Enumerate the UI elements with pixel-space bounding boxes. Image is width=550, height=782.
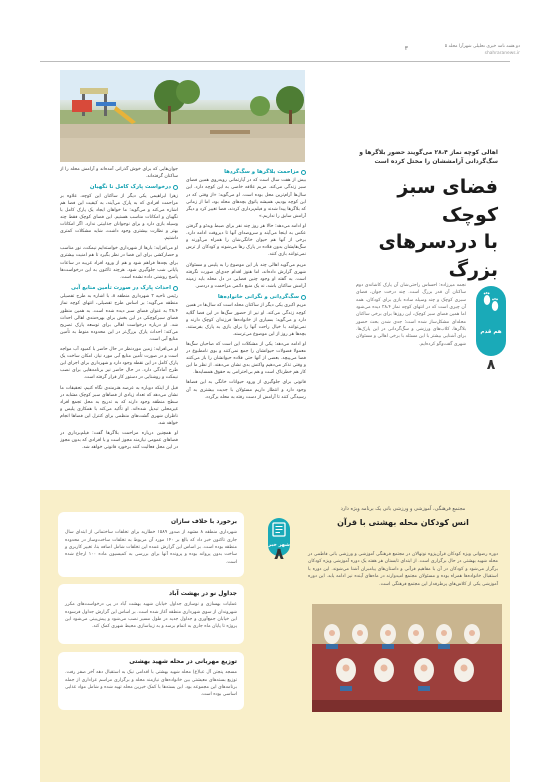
bullet-circle-icon xyxy=(301,295,306,300)
news-number: ۸ xyxy=(274,544,284,563)
feature-title: انس کودکان محله بهشتی با قرآن xyxy=(337,517,469,527)
page-number: ۳ xyxy=(404,45,408,52)
section-heading-park-construction: احداث پارک در صورت تأمین منابع آبی xyxy=(60,284,178,292)
article-paragraph: او می‌افزاید: بارها از شهرداری خواسته‌ایم نیمکت، نور مناسب و حصارکشی برای این فضا در نظر بگیرد تا هم امنیت بیشتری برای بچه‌ها فراهم شود و هم از ورود افراد غریبه در ساعات پایانی شب جلوگیری شود. هرچند تاکنون به این درخواست‌ها پاسخ روشنی داده نشده است. xyxy=(60,246,178,280)
section-heading-dog-walking: سگ‌گردانی و نگرانی خانواده‌ها xyxy=(186,293,306,301)
lead-paragraph: نجمه میرزاده: احساس راحتی‌شان آن پارک کاشانه‌ی دوم ساکنان آن قدر بزرگ است. چند درخت جوان، فضای سبزی کوچک و چند وسیله ساده بازی برای کودکان، همه آن چیزی است که در انتهای کوچه نماز ۲۸،۴ دیده می‌شود اما همین فضای سبز کوچک، این روزها برای برخی ساکنان محله‌ای مشکل‌ساز شده است؛ جدی شدن بحث حضور بلاگرها، کلاب‌های ورزشی و سگ‌گردانی در این پارک‌ها. برای آشنایی بیشتر با این مسئله با برخی اهالی و مسئولان شهری گفت‌وگو کرده‌ایم. xyxy=(356,283,466,347)
section-badge xyxy=(476,286,506,356)
page-header xyxy=(40,44,520,60)
article-paragraph: او می‌افزاید: زمین موردنظر در حال حاضر با کمبود آب مواجه است و در صورت تأمین منابع آبی مورد نیاز، امکان ساخت یک پارک کامل در این نقطه وجود دارد و شهرداری برای اجرای این طرح آمادگی دارد. در حال حاضر نیز برنامه‌هایی برای نصب نیمکت و روشنایی در دستور کار قرار گرفته است. xyxy=(60,347,178,381)
article-paragraph: او همچنین درباره مزاحمت بلاگرها گفت: فیلم‌برداری در فضاهای عمومی نیازمند مجوز است و با افرادی که بدون مجوز در این محل فعالیت کنند برخورد قانونی خواهد شد. xyxy=(60,431,178,451)
classroom-illustration xyxy=(312,604,502,712)
article-paragraph: او ادامه می‌دهد: حالا هر روز چند نفر برای ضبط ویدئو و گرفتن عکس به اینجا می‌آیند و سروصدای آنها تا دیروقت ادامه دارد. برخی از آنها هم حیوان خانگی‌شان را همراه می‌آورند و سگ‌هایشان بدون قلاده در پارک رها می‌شوند و کودکان از ترس نمی‌توانند بازی کنند. xyxy=(186,224,306,258)
feature-text: دوره رضوانی ویژه کودکان قرآن‌پژوه نونهالان در مجتمع فرهنگی آموزشی و ورزشی بانی فاطمی در محله شهید بهشتی در حال برگزاری است. از ابتدای تابستان هر هفته یک دوره آموزشی ویژه کودکان برگزار می‌شود و کودکان در آن با مفاهیم قرآنی و داستان‌های پیامبران آشنا می‌شوند. این دوره با استقبال خانواده‌ها همراه بوده و مسئولان مجتمع امیدوارند در ماه‌های آینده نیز ادامه یابد. این دوره آموزشی یکی از کلاس‌های پرطرفدار این مجتمع فرهنگی است. xyxy=(308,552,498,587)
footsteps-icon xyxy=(476,286,506,326)
headline-kicker: اهالی کوچه نماز ۲۸،۴ می‌گویند حضور بلاگرها و سگ‌گردانی آرامششان را مختل کرده است xyxy=(359,149,498,165)
news-text: مسجد پنجتن آل عبا(ع) محله شهید بهشتی با اقدامی نیک به استقبال دهه آخر صفر رفت. توزیع بسته‌های معیشتی بین خانواده‌های نیازمند محله و برگزاری مراسم عزاداری از جمله برنامه‌های این مجموعه بود. این بسته‌ها با کمک خیرین محله تهیه شده و شامل مواد غذایی اساسی بوده است. xyxy=(65,670,237,698)
article-paragraph: قبل از اینکه دوباره به عرصه هنرمندی نگاه کنیم، تحقیقات ما نشان می‌دهد که تعداد زیادی از فضاهای سبز کوچک مشابه در سطح منطقه وجود دارند که به تدریج به محل تجمع افراد غیرمحلی تبدیل شده‌اند. او تأکید می‌کند با همکاری پلیس و ناظران شهری گشت‌های منظمی برای کنترل این فضاها انجام خواهد شد. xyxy=(60,385,178,427)
article-paragraph: جوان‌هایی که برای خوش گذرانی آمده‌اند و آرامش محله را از ساکنان گرفته‌اند. xyxy=(60,167,178,180)
bullet-circle-icon xyxy=(301,170,306,175)
news-title: برخورد با خلاف سازان xyxy=(170,518,237,525)
section-heading-bloggers: مزاحمت بلاگرها و سگ‌گردها xyxy=(186,168,306,176)
bullet-circle-icon xyxy=(173,185,178,190)
article-paragraph: مریم می‌گوید اهالی چند بار این موضوع را به پلیس و مسئولان شهری گزارش داده‌اند، اما هنوز اقدام جدی‌ای صورت نگرفته است. به گفته او وجود چنین فضایی در دل محله باید زمینه آرامش ساکنان باشد، نه یک منبع دائمی مزاحمت و دردسر. xyxy=(186,262,306,289)
article-column-left xyxy=(60,166,178,466)
news-text: عملیات بهسازی و نوسازی جداول خیابان شهید بهشت آباد در پی درخواست‌های مکرر شهروندان از سوی شهرداری منطقه آغاز شده است. بر اساس این گزارش جداول فرسوده این خیابان جمع‌آوری و جداول جدید در طول مسیر نصب می‌شود و پیش‌بینی می‌شود این پروژه تا پایان ماه جاری به اتمام برسد و به زیباسازی محیط شهری کمک کند. xyxy=(65,602,237,630)
news-text: شهرداری منطقه ۸ مشهد از صدور ۱۵۸۹ خطاریه برای تخلفات ساختمانی از ابتدای سال جاری تاکنون خبر داد که بالغ بر ۱۴۰ مورد آن مربوط به تخلفات ساخت‌وساز در محدوده منطقه بوده است. بر اساس این گزارش عمده این تخلفات شامل اضافه بنا، تغییر کاربری و ساخت بدون پروانه بوده و پرونده آنها برای بررسی به کمیسیون ماده ۱۰۰ ارجاع شده است. xyxy=(65,530,238,565)
park-photo-illustration xyxy=(60,70,305,162)
site-url: shahraranews.ir xyxy=(484,51,520,56)
article-paragraph: مریم اکبری یکی دیگر از ساکنان محله است که سال‌ها در همین کوچه زندگی می‌کند. او نیز از حضور سگ‌ها در این فضا گلایه دارد و می‌گوید: بسیاری از خانواده‌ها فرزندان کوچک دارند و نمی‌توانند با خیال راحت آنها را برای بازی به پارک بفرستند. بچه‌ها هر روز از این موضوع می‌ترسند. xyxy=(186,303,306,337)
section-heading-park-request: درخواست پارک کامل نا نگهبان xyxy=(60,183,178,191)
bullet-circle-icon xyxy=(173,286,178,291)
main-title: فضای سبز کوچک با دردسرهای بزرگ xyxy=(378,176,498,281)
quran-class-photo xyxy=(312,604,502,712)
article-column-middle xyxy=(186,166,306,466)
news-title: جداول نو در بهشت آباد xyxy=(169,590,237,597)
news-badge-label: شهر خبر xyxy=(268,542,290,548)
article-paragraph: بیش از هفت سال است که در آپارتمانی روبه‌روی همین فضای سبز زندگی می‌کند. مریم علاقه خاصی به این کوچه دارد. این سال‌ها آرام‌ترین محل بوده است. او می‌گوید: «از وقتی که در این کوچه بودیم، همیشه پاتوق بچه‌های محله بود، اما از زمانی که بلاگرها پیدا شدند و فیلم‌برداری کردند، فضا تغییر کرد و دیگر آرامش سابق را نداریم.» xyxy=(186,178,306,219)
news-title: توزیع مهربانی در محله شهید بهشتی xyxy=(129,658,237,665)
badge-number: ۸ xyxy=(486,357,496,373)
article-paragraph: قانونی برای جلوگیری از ورود حیوانات خانگی به این فضاها وجود دارد و انتظار داریم مسئولان با جدیت بیشتری به آن رسیدگی کنند تا آرامش از دست رفته به محله برگردد. xyxy=(186,380,306,400)
article-paragraph: رئیس ناحیه ۲ شهرداری منطقه ۸، با اشاره به طرح تفصیلی منطقه می‌گوید: بر اساس طرح تفصیلی، انتهای کوچه نماز ۲۸،۴ به عنوان فضای سبز دیده شده است. به همین منظور فضای سبزکوچکی در این بخش برای بهره‌مندی اهالی احداث شد. او درباره درخواست اهالی برای توسعه پارک تصریح می‌کند: احداث پارک بزرگ‌تر در این محدوده منوط به تأمین منابع آبی است. xyxy=(60,294,178,342)
news-card xyxy=(58,584,244,644)
article-paragraph: زهرا ابراهیمی یکی دیگر از ساکنان این کوچه، علاوه بر مزاحمت افرادی که به پارک می‌آیند، به کیفیت این فضا هم اشاره می‌کند و می‌گوید: ما خواهان ایجاد یک پارک کامل با نگهبان و امکانات مناسب هستیم. این فضای کوچک فقط چند وسیله بازی دارد و برای نوجوانان جذابیتی ندارد. اگر امکانات بهتر و نظارت بیشتری وجود داشت، شاید مشکلات کمتری داشتیم. xyxy=(60,193,178,242)
issue-text: دو هفته نامه خبری تحلیلی شهرآرا محله ۵ xyxy=(444,44,520,49)
park-photo xyxy=(60,70,305,162)
article-paragraph: او ادامه می‌دهد: یکی از مشکلات این است که صاحبان سگ‌ها معمولا فضولات حیوانشان را جمع نمی‌کنند و بوی نامطبوع در فضا می‌پیچد. بعضی از آنها حتی قلاده حیوانشان را باز می‌کنند و وقتی تذکر می‌دهیم واکنش بدی نشان می‌دهند. از نظر ما این کار هم خطرناک است و هم بی‌احترامی به حقوق همسایه‌ها. xyxy=(186,341,306,376)
header-divider xyxy=(40,61,510,62)
feature-kicker: مجتمع فرهنگی، آموزشی و ورزشی بانی یک برنامه ویژه دارد xyxy=(340,506,466,512)
newspaper-icon xyxy=(268,518,290,542)
badge-label: هم قدم xyxy=(480,329,502,335)
news-card xyxy=(58,512,244,577)
news-card xyxy=(58,652,244,710)
